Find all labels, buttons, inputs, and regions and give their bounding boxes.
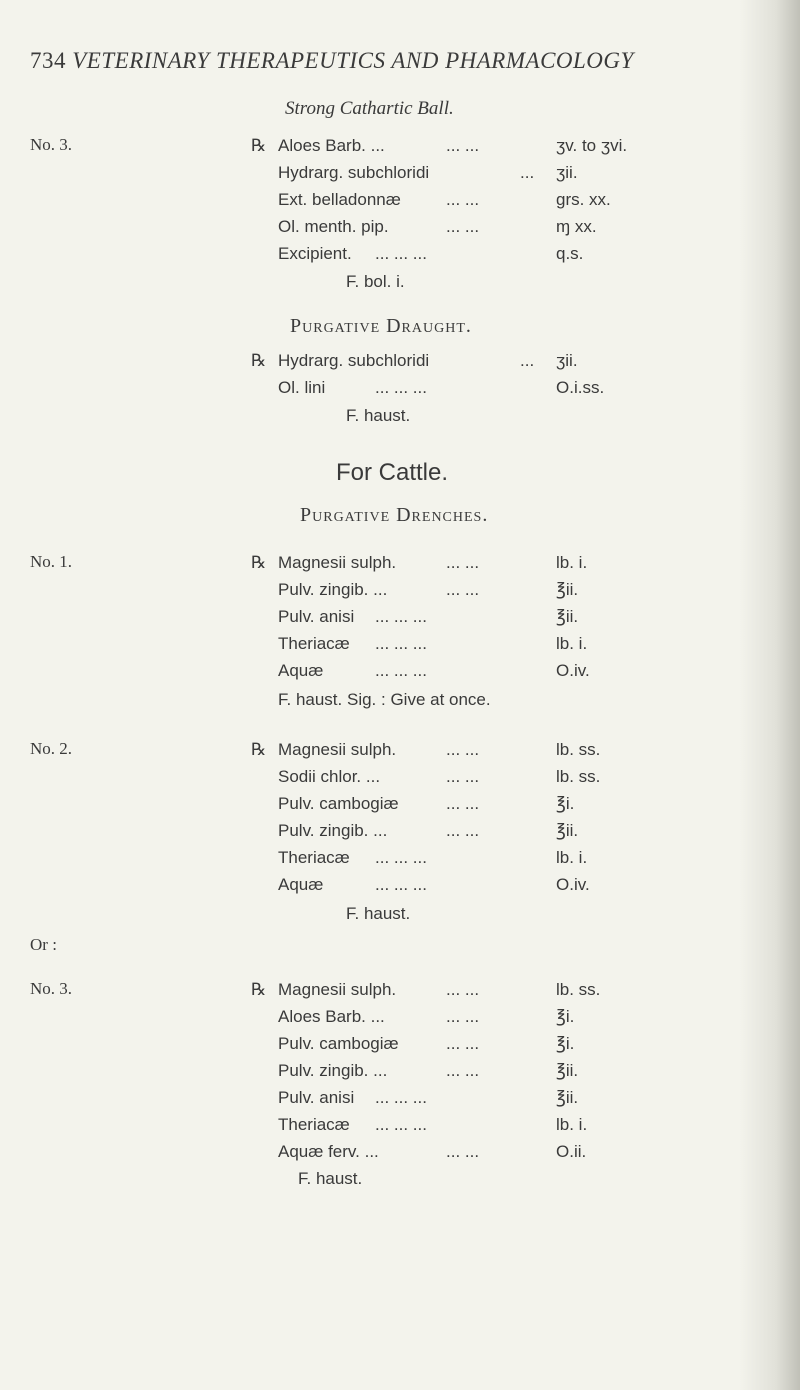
leader-dots: ... ... xyxy=(446,580,480,599)
leader-dots: ... ... xyxy=(446,190,480,209)
page-number: 734 xyxy=(30,48,66,73)
leader-dots: ... ... xyxy=(446,821,480,840)
running-title: VETERINARY THERAPEUTICS AND PHARMACOLOGY xyxy=(72,48,634,73)
page-edge-shadow xyxy=(740,0,800,1390)
ingredient-name: Aquæ ferv. ... xyxy=(278,1142,379,1161)
ingredient-name: Magnesii sulph. xyxy=(278,553,397,572)
recipe-number: No. 3. xyxy=(30,979,73,998)
formula-direction: F. haust. xyxy=(298,1169,363,1188)
ingredient-amount: O.i.ss. xyxy=(556,378,605,397)
ingredient-amount: ℥ii. xyxy=(556,580,579,599)
ingredient-name: Pulv. zingib. ... xyxy=(278,821,388,840)
section-heading-strong-cathartic: Strong Cathartic Ball. xyxy=(285,98,454,119)
leader-dots: ... ... ... xyxy=(375,378,427,397)
ingredient-name: Pulv. zingib. ... xyxy=(278,1061,388,1080)
ingredient-amount: ɱ xx. xyxy=(556,217,597,236)
ingredient-name: Pulv. anisi xyxy=(278,607,355,626)
leader-dots: ... ... ... xyxy=(375,607,427,626)
leader-dots: ... ... xyxy=(446,1007,480,1026)
ingredient-amount: lb. i. xyxy=(556,553,588,572)
leader-dots: ... ... xyxy=(446,767,480,786)
leader-dots: ... ... xyxy=(446,794,480,813)
ingredient-name: Aloes Barb. ... xyxy=(278,136,385,155)
ingredient-amount: grs. xx. xyxy=(556,190,611,209)
ingredient-name: Ext. belladonnæ xyxy=(278,190,401,209)
leader-dots: ... ... ... xyxy=(375,1115,427,1134)
ingredient-amount: ℥ii. xyxy=(556,1088,579,1107)
ingredient-name: Theriacæ xyxy=(278,634,350,653)
leader-dots: ... ... ... xyxy=(375,848,427,867)
ingredient-amount: lb. i. xyxy=(556,848,588,867)
recipe-number: No. 1. xyxy=(30,552,73,571)
alternative-label: Or : xyxy=(30,935,57,954)
ingredient-name: Magnesii sulph. xyxy=(278,740,397,759)
ingredient-amount: ʒii. xyxy=(556,163,578,182)
ingredient-name: Sodii chlor. ... xyxy=(278,767,381,786)
ingredient-name: Pulv. cambogiæ xyxy=(278,1034,399,1053)
ingredient-amount: q.s. xyxy=(556,244,584,263)
rx-symbol: ℞ xyxy=(251,136,267,155)
ingredient-name: Excipient. xyxy=(278,244,352,263)
formula-direction: F. haust. xyxy=(346,904,411,923)
ingredient-amount: O.ii. xyxy=(556,1142,587,1161)
leader-dots: ... ... xyxy=(446,1142,480,1161)
section-heading-purgative-draught: Purgative Draught. xyxy=(290,315,472,337)
ingredient-name: Theriacæ xyxy=(278,1115,350,1134)
ingredient-name: Pulv. zingib. ... xyxy=(278,580,388,599)
ingredient-name: Pulv. anisi xyxy=(278,1088,355,1107)
rx-symbol: ℞ xyxy=(251,740,267,759)
subheading-purgative-drenches: Purgative Drenches. xyxy=(300,504,489,526)
leader-dots: ... ... xyxy=(446,217,480,236)
formula-direction: F. haust. xyxy=(346,406,411,425)
leader-dots: ... xyxy=(520,351,535,370)
rx-symbol: ℞ xyxy=(251,980,267,999)
ingredient-name: Aquæ xyxy=(278,875,324,894)
leader-dots: ... ... xyxy=(446,740,480,759)
ingredient-amount: O.iv. xyxy=(556,661,590,680)
ingredient-name: Ol. lini xyxy=(278,378,326,397)
ingredient-name: Pulv. cambogiæ xyxy=(278,794,399,813)
formula-direction: F. haust. Sig. : Give at once. xyxy=(278,690,491,709)
leader-dots: ... ... ... xyxy=(375,661,427,680)
ingredient-name: Aquæ xyxy=(278,661,324,680)
ingredient-name: Theriacæ xyxy=(278,848,350,867)
formula-direction: F. bol. i. xyxy=(346,272,405,291)
ingredient-name: Ol. menth. pip. xyxy=(278,217,389,236)
rx-symbol: ℞ xyxy=(251,553,267,572)
ingredient-amount: O.iv. xyxy=(556,875,590,894)
leader-dots: ... ... ... xyxy=(375,1088,427,1107)
ingredient-name: Aloes Barb. ... xyxy=(278,1007,385,1026)
recipe-number: No. 3. xyxy=(30,135,73,154)
leader-dots: ... ... xyxy=(446,136,480,155)
leader-dots: ... ... xyxy=(446,1061,480,1080)
ingredient-amount: lb. i. xyxy=(556,634,588,653)
leader-dots: ... ... ... xyxy=(375,634,427,653)
rx-symbol: ℞ xyxy=(251,351,267,370)
recipe-number: No. 2. xyxy=(30,739,73,758)
ingredient-amount: lb. i. xyxy=(556,1115,588,1134)
leader-dots: ... ... xyxy=(446,980,480,999)
ingredient-name: Hydrarg. subchloridi xyxy=(278,163,430,182)
ingredient-amount: lb. ss. xyxy=(556,980,601,999)
ingredient-amount: lb. ss. xyxy=(556,740,601,759)
ingredient-amount: ℥ii. xyxy=(556,1061,579,1080)
leader-dots: ... ... xyxy=(446,1034,480,1053)
ingredient-amount: ℥ii. xyxy=(556,821,579,840)
ingredient-name: Magnesii sulph. xyxy=(278,980,397,999)
ingredient-amount: ℥i. xyxy=(556,1034,575,1053)
ingredient-amount: ʒii. xyxy=(556,351,578,370)
ingredient-amount: ℥ii. xyxy=(556,607,579,626)
section-heading-for-cattle: For Cattle. xyxy=(336,459,449,486)
ingredient-amount: ʒv. to ʒvi. xyxy=(556,136,628,155)
leader-dots: ... ... xyxy=(446,553,480,572)
ingredient-amount: ℥i. xyxy=(556,794,575,813)
running-header xyxy=(30,48,634,74)
leader-dots: ... ... ... xyxy=(375,875,427,894)
leader-dots: ... xyxy=(520,163,535,182)
leader-dots: ... ... ... xyxy=(375,244,427,263)
ingredient-name: Hydrarg. subchloridi xyxy=(278,351,430,370)
ingredient-amount: ℥i. xyxy=(556,1007,575,1026)
ingredient-amount: lb. ss. xyxy=(556,767,601,786)
